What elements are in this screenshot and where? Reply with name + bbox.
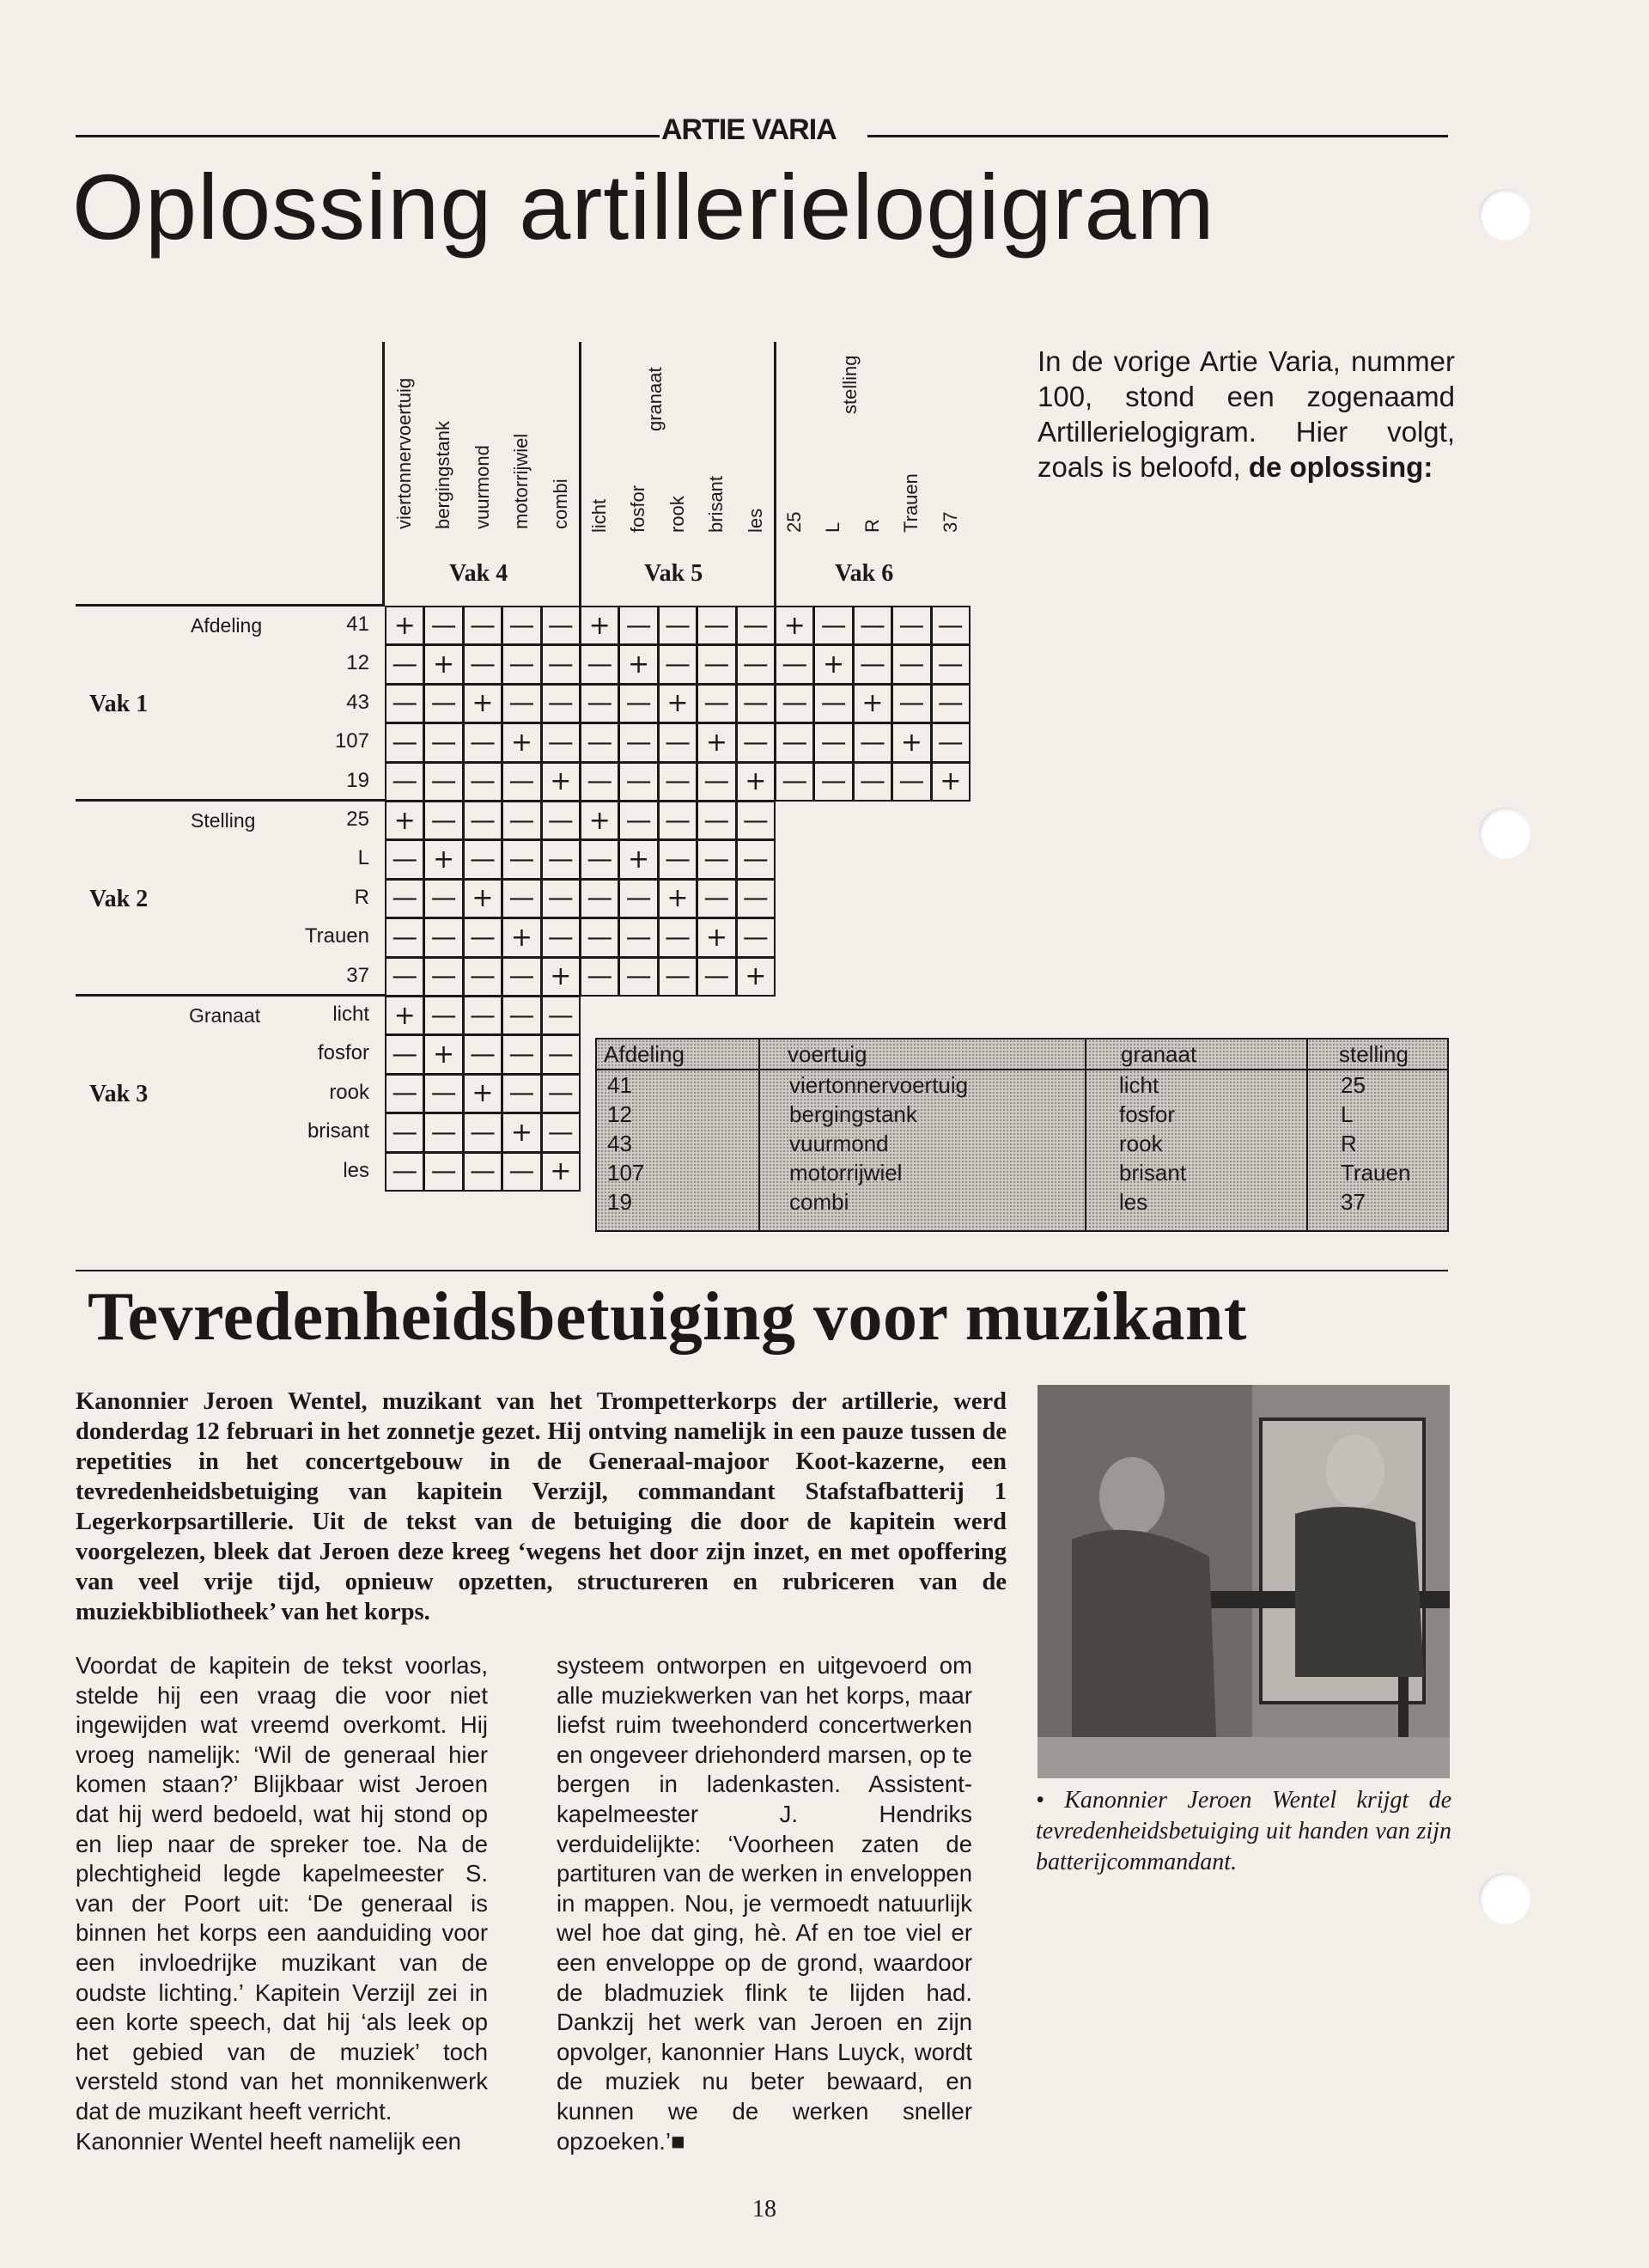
solution-cell: 19 bbox=[607, 1189, 632, 1215]
grid-cell-minus: — bbox=[463, 918, 502, 957]
row-label: L bbox=[357, 846, 369, 870]
vak-label: Vak 6 bbox=[835, 560, 894, 587]
grid-cell-minus: — bbox=[736, 722, 776, 762]
grid-cell-minus: — bbox=[423, 918, 463, 957]
grid-cell-minus: — bbox=[423, 801, 463, 840]
binder-hole-bottom bbox=[1479, 1873, 1530, 1924]
grid-cell-minus: — bbox=[618, 606, 658, 645]
solution-col-voertuig bbox=[760, 1040, 1086, 1230]
grid-cell-minus: — bbox=[541, 996, 581, 1035]
grid-cell-minus: — bbox=[463, 839, 502, 879]
solution-granaat-values bbox=[1086, 1070, 1306, 1216]
grid-cell-minus: — bbox=[580, 684, 619, 723]
row-label: fosfor bbox=[317, 1041, 369, 1065]
solution-voertuig-values bbox=[760, 1070, 1085, 1216]
article-photo bbox=[1037, 1385, 1450, 1778]
photo-caption: • Kanonnier Jeroen Wentel krijgt de tevredenheidsbetuiging uit handen van zijn batterijcommandant. bbox=[1036, 1787, 1451, 1875]
grid-cell-minus: — bbox=[813, 722, 853, 762]
grid-cell-minus: — bbox=[463, 1152, 502, 1192]
solution-cell: 43 bbox=[607, 1131, 632, 1156]
grid-cell-minus: — bbox=[813, 606, 853, 645]
grid-cell-minus: — bbox=[463, 762, 502, 802]
grid-cell-plus: + bbox=[775, 606, 814, 645]
solution-header-granaat: granaat bbox=[1086, 1040, 1306, 1070]
row-group-label: Afdeling bbox=[191, 614, 263, 637]
grid-cell-minus: — bbox=[385, 1034, 424, 1074]
grid-cell-minus: — bbox=[736, 644, 776, 684]
grid-cell-plus: + bbox=[385, 801, 424, 840]
grid-cell-minus: — bbox=[502, 684, 541, 723]
row-label: R bbox=[354, 885, 369, 909]
grid-cell-minus: — bbox=[658, 957, 697, 997]
grid-cell-plus: + bbox=[502, 918, 541, 957]
solution-cell: vuurmond bbox=[789, 1131, 889, 1156]
grid-cell-minus: — bbox=[423, 1113, 463, 1152]
grid-cell-plus: + bbox=[423, 839, 463, 879]
grid-cell-minus: — bbox=[697, 839, 736, 879]
grid-cell-minus: — bbox=[775, 644, 814, 684]
grid-cell-plus: + bbox=[618, 644, 658, 684]
grid-cell-minus: — bbox=[541, 801, 581, 840]
grid-cell-minus: — bbox=[580, 644, 619, 684]
grid-cell-plus: + bbox=[541, 762, 581, 802]
end-mark: ■ bbox=[671, 2127, 685, 2155]
grid-cell-minus: — bbox=[541, 879, 581, 918]
article2-column-1 bbox=[76, 1651, 488, 2156]
vak-label: Vak 2 bbox=[89, 885, 149, 912]
row-rule bbox=[76, 604, 385, 607]
vak-label: Vak 4 bbox=[449, 560, 508, 587]
article2-title: Tevredenheidsbetuiging voor muzikant bbox=[88, 1279, 1248, 1355]
grid-cell-minus: — bbox=[541, 606, 581, 645]
solution-cell: les bbox=[1119, 1189, 1148, 1215]
solution-cell: 107 bbox=[607, 1160, 645, 1186]
grid-cell-plus: + bbox=[891, 722, 931, 762]
solution-col-granaat bbox=[1086, 1040, 1308, 1230]
grid-cell-minus: — bbox=[541, 918, 581, 957]
column-label: 25 bbox=[783, 511, 805, 533]
column-label: les bbox=[744, 508, 766, 533]
grid-cell-minus: — bbox=[502, 606, 541, 645]
grid-cell-minus: — bbox=[736, 839, 776, 879]
grid-cell-minus: — bbox=[891, 606, 931, 645]
row-group-label: Granaat bbox=[189, 1004, 261, 1027]
row-label: 19 bbox=[346, 768, 369, 792]
grid-cell-minus: — bbox=[775, 722, 814, 762]
solution-cell: 41 bbox=[607, 1072, 632, 1098]
grid-cell-plus: + bbox=[502, 722, 541, 762]
grid-cell-minus: — bbox=[385, 762, 424, 802]
grid-cell-minus: — bbox=[931, 684, 971, 723]
grid-cell-minus: — bbox=[423, 879, 463, 918]
grid-cell-plus: + bbox=[853, 684, 892, 723]
grid-cell-plus: + bbox=[658, 684, 697, 723]
grid-cell-minus: — bbox=[658, 839, 697, 879]
row-label: rook bbox=[329, 1080, 369, 1104]
column-label: combi bbox=[549, 479, 571, 529]
grid-cell-minus: — bbox=[385, 684, 424, 723]
solution-header-voertuig: voertuig bbox=[760, 1040, 1085, 1070]
column-label: viertonnervoertuig bbox=[393, 377, 415, 529]
grid-cell-minus: — bbox=[385, 722, 424, 762]
grid-cell-plus: + bbox=[502, 1113, 541, 1152]
grid-cell-minus: — bbox=[618, 879, 658, 918]
article2-lead: Kanonnier Jeroen Wentel, muzikant van het Trompetterkorps der artillerie, werd donderdag 12 februari in het zonnetje gezet. Hij ontving namelijk in een pauze tussen de repetities in het concertgebouw in de Generaal-majoor Koot-kazerne, een tevredenheidsbetuiging van kapitein Verzijl, commandant Stafstafbatterij 1 Legerkorpsartillerie. Uit de tekst van de betuiging die door de kapitein werd voorgelezen, bleek dat Jeroen deze kreeg ‘wegens het door zijn inzet, en met opoffering van veel vrije tijd, opnieuw opzetten, structureren en rubriceren van de muziekbibliotheek’ van het korps. bbox=[76, 1388, 1007, 1625]
grid-cell-minus: — bbox=[580, 722, 619, 762]
grid-cell-minus: — bbox=[502, 839, 541, 879]
grid-cell-minus: — bbox=[502, 1074, 541, 1113]
section-label: ARTIE VARIA bbox=[661, 113, 837, 146]
grid-cell-minus: — bbox=[502, 762, 541, 802]
column-label: fosfor bbox=[627, 485, 649, 533]
row-rule bbox=[76, 994, 385, 997]
column-label: brisant bbox=[705, 475, 727, 533]
page-number: 18 bbox=[752, 2196, 776, 2222]
grid-cell-minus: — bbox=[541, 644, 581, 684]
grid-cell-minus: — bbox=[423, 1152, 463, 1192]
grid-cell-minus: — bbox=[736, 879, 776, 918]
grid-cell-minus: — bbox=[775, 762, 814, 802]
grid-cell-minus: — bbox=[697, 684, 736, 723]
binder-hole-middle bbox=[1479, 808, 1530, 859]
row-label: 37 bbox=[346, 963, 369, 987]
grid-cell-minus: — bbox=[385, 839, 424, 879]
grid-cell-plus: + bbox=[463, 879, 502, 918]
grid-cell-minus: — bbox=[813, 684, 853, 723]
grid-cell-plus: + bbox=[736, 762, 776, 802]
grid-cell-minus: — bbox=[853, 762, 892, 802]
grid-cell-minus: — bbox=[502, 879, 541, 918]
column-label: 37 bbox=[939, 511, 961, 533]
grid-cell-minus: — bbox=[463, 996, 502, 1035]
grid-cell-minus: — bbox=[658, 918, 697, 957]
grid-cell-minus: — bbox=[931, 722, 971, 762]
grid-cell-plus: + bbox=[541, 957, 581, 997]
solution-cell: 37 bbox=[1341, 1189, 1366, 1215]
grid-cell-minus: — bbox=[618, 684, 658, 723]
grid-cell-minus: — bbox=[775, 684, 814, 723]
grid-cell-minus: — bbox=[423, 996, 463, 1035]
grid-cell-plus: + bbox=[463, 684, 502, 723]
grid-cell-plus: + bbox=[813, 644, 853, 684]
grid-cell-minus: — bbox=[736, 606, 776, 645]
grid-cell-minus: — bbox=[853, 606, 892, 645]
grid-cell-minus: — bbox=[736, 801, 776, 840]
header-rule bbox=[774, 342, 776, 606]
vak-label: Vak 1 bbox=[89, 690, 149, 717]
solution-col-stelling bbox=[1308, 1040, 1447, 1230]
grid-cell-minus: — bbox=[502, 1152, 541, 1192]
grid-cell-minus: — bbox=[658, 801, 697, 840]
grid-cell-minus: — bbox=[891, 762, 931, 802]
grid-cell-minus: — bbox=[463, 801, 502, 840]
grid-cell-minus: — bbox=[463, 722, 502, 762]
grid-cell-plus: + bbox=[463, 1074, 502, 1113]
grid-cell-plus: + bbox=[697, 918, 736, 957]
grid-cell-minus: — bbox=[502, 644, 541, 684]
grid-cell-minus: — bbox=[891, 644, 931, 684]
grid-cell-minus: — bbox=[736, 918, 776, 957]
row-label: les bbox=[343, 1158, 369, 1182]
grid-cell-minus: — bbox=[423, 762, 463, 802]
grid-cell-minus: — bbox=[423, 684, 463, 723]
row-label: licht bbox=[332, 1003, 369, 1026]
solution-cell: bergingstank bbox=[789, 1101, 917, 1127]
row-group-label: Stelling bbox=[191, 809, 256, 832]
photo-illustration bbox=[1037, 1385, 1450, 1778]
grid-cell-minus: — bbox=[580, 839, 619, 879]
grid-cell-minus: — bbox=[502, 996, 541, 1035]
row-label: Trauen bbox=[304, 924, 369, 948]
header-rule-right bbox=[867, 135, 1448, 137]
grid-cell-minus: — bbox=[618, 722, 658, 762]
vak-label: Vak 3 bbox=[89, 1080, 149, 1107]
grid-cell-minus: — bbox=[658, 644, 697, 684]
solution-col-afdeling bbox=[597, 1040, 760, 1230]
grid-cell-minus: — bbox=[813, 762, 853, 802]
grid-cell-minus: — bbox=[853, 722, 892, 762]
grid-cell-minus: — bbox=[697, 957, 736, 997]
row-label: 41 bbox=[346, 613, 369, 636]
solution-table bbox=[595, 1038, 1449, 1232]
intro-bold: de oplossing: bbox=[1248, 451, 1433, 483]
grid-cell-minus: — bbox=[618, 957, 658, 997]
header-rule-left bbox=[76, 135, 660, 137]
grid-cell-plus: + bbox=[580, 801, 619, 840]
solution-cell: motorrijwiel bbox=[789, 1160, 903, 1186]
grid-cell-minus: — bbox=[463, 1113, 502, 1152]
grid-cell-plus: + bbox=[697, 722, 736, 762]
row-label: brisant bbox=[307, 1119, 369, 1143]
column-label: rook bbox=[666, 496, 688, 533]
grid-cell-minus: — bbox=[697, 606, 736, 645]
solution-cell: licht bbox=[1119, 1072, 1159, 1098]
grid-cell-plus: + bbox=[931, 762, 971, 802]
grid-cell-minus: — bbox=[463, 606, 502, 645]
column-group-label: granaat bbox=[643, 367, 666, 431]
grid-cell-minus: — bbox=[541, 839, 581, 879]
grid-cell-minus: — bbox=[463, 644, 502, 684]
grid-cell-plus: + bbox=[580, 606, 619, 645]
column-group-label: stelling bbox=[838, 355, 861, 414]
grid-cell-minus: — bbox=[697, 879, 736, 918]
solution-header-stelling: stelling bbox=[1308, 1040, 1447, 1070]
grid-cell-minus: — bbox=[580, 879, 619, 918]
grid-cell-minus: — bbox=[541, 684, 581, 723]
grid-cell-plus: + bbox=[385, 996, 424, 1035]
row-label: 25 bbox=[346, 808, 369, 831]
grid-cell-minus: — bbox=[697, 801, 736, 840]
column-label: vuurmond bbox=[471, 445, 493, 529]
column-1-last-line: Kanonnier Wentel heeft namelijk een bbox=[76, 2127, 461, 2155]
grid-cell-plus: + bbox=[658, 879, 697, 918]
header-rule bbox=[382, 342, 385, 606]
grid-cell-minus: — bbox=[541, 1074, 581, 1113]
grid-cell-minus: — bbox=[541, 1034, 581, 1074]
grid-cell-minus: — bbox=[618, 762, 658, 802]
grid-cell-minus: — bbox=[891, 684, 931, 723]
grid-cell-plus: + bbox=[736, 957, 776, 997]
grid-cell-minus: — bbox=[580, 957, 619, 997]
grid-cell-minus: — bbox=[658, 606, 697, 645]
grid-cell-plus: + bbox=[423, 644, 463, 684]
header-rule bbox=[579, 342, 581, 606]
grid-cell-minus: — bbox=[502, 801, 541, 840]
grid-cell-minus: — bbox=[541, 722, 581, 762]
solution-cell: R bbox=[1341, 1131, 1357, 1156]
vak-label: Vak 5 bbox=[644, 560, 703, 587]
solution-afdeling-values bbox=[597, 1070, 758, 1216]
grid-cell-plus: + bbox=[618, 839, 658, 879]
row-label: 43 bbox=[346, 690, 369, 714]
grid-cell-plus: + bbox=[541, 1152, 581, 1192]
solution-cell: L bbox=[1341, 1101, 1354, 1127]
grid-cell-minus: — bbox=[385, 957, 424, 997]
column-label: R bbox=[861, 519, 883, 533]
solution-cell: 12 bbox=[607, 1101, 632, 1127]
solution-cell: combi bbox=[789, 1189, 849, 1215]
grid-cell-minus: — bbox=[385, 1074, 424, 1113]
binder-hole-top bbox=[1479, 189, 1530, 241]
column-2-text: systeem ontworpen en uitgevoerd om alle muziekwerken van het korps, maar liefst ruim tweehonderd concertwerken en ongeveer driehonderd marsen, op te bergen in ladenkasten. Assistent-kapelmeester J. Hendriks verduidelijkte: ‘Voorheen zaten de partituren van de werken in enveloppen in mappen. Nou, je vermoedt natuurlijk wel hoe dat ging, hè. Af en toe viel er een enveloppe op de grond, waardoor de bladmuziek flink te lijden had. Dankzij het werk van Jeroen en zijn opvolger, kanonnier Hans Luyck, wordt de muziek nu beter bewaard, en kunnen we de werken sneller opzoeken.’ bbox=[557, 1652, 972, 2155]
solution-header-afdeling: Afdeling bbox=[597, 1040, 758, 1070]
column-label: bergingstank bbox=[432, 421, 454, 529]
grid-cell-minus: — bbox=[502, 1034, 541, 1074]
column-1-text: Voordat de kapitein de tekst voorlas, stelde hij een vraag die voor niet ingewijden wat vreemd overkomt. Hij vroeg namelijk: ‘Wil de generaal hier komen staan?’ Blijkbaar wist Jeroen dat hij werd bedoeld, wat hij stond op en liep naar de spreker toe. Na de plechtigheid legde kapelmeester S. van der Poort uit: ‘De generaal is binnen het korps een aanduiding voor een invloedrijke muzikant van de oudste lichting.’ Kapitein Verzijl zei in een korte speech, dat hij ‘als leek op het gebied van de muziek’ toch versteld stond van het monnikenwerk dat de muzikant heeft verricht. bbox=[76, 1652, 488, 2125]
grid-cell-minus: — bbox=[385, 1152, 424, 1192]
grid-cell-minus: — bbox=[423, 606, 463, 645]
grid-cell-minus: — bbox=[463, 1034, 502, 1074]
grid-cell-minus: — bbox=[423, 957, 463, 997]
solution-cell: Trauen bbox=[1341, 1160, 1411, 1186]
grid-cell-minus: — bbox=[658, 722, 697, 762]
intro-text bbox=[1037, 344, 1455, 485]
grid-cell-minus: — bbox=[931, 644, 971, 684]
grid-cell-minus: — bbox=[697, 644, 736, 684]
solution-cell: viertonnervoertuig bbox=[789, 1072, 969, 1098]
grid-cell-minus: — bbox=[385, 1113, 424, 1152]
grid-cell-minus: — bbox=[385, 644, 424, 684]
grid-cell-minus: — bbox=[423, 722, 463, 762]
grid-cell-minus: — bbox=[931, 606, 971, 645]
grid-cell-minus: — bbox=[502, 957, 541, 997]
grid-cell-minus: — bbox=[658, 762, 697, 802]
grid-cell-minus: — bbox=[618, 918, 658, 957]
solution-cell: fosfor bbox=[1119, 1101, 1176, 1127]
solution-cell: 25 bbox=[1341, 1072, 1366, 1098]
grid-cell-minus: — bbox=[697, 762, 736, 802]
row-label: 107 bbox=[334, 729, 369, 753]
article2-column-2 bbox=[557, 1651, 972, 2156]
grid-cell-minus: — bbox=[580, 918, 619, 957]
article-title: Oplossing artillerielogigram bbox=[72, 155, 1215, 259]
solution-stelling-values bbox=[1308, 1070, 1447, 1216]
column-label: L bbox=[822, 521, 844, 533]
column-label: licht bbox=[588, 498, 610, 533]
row-label: 12 bbox=[346, 651, 369, 675]
row-rule bbox=[76, 799, 385, 802]
solution-cell: rook bbox=[1119, 1131, 1163, 1156]
grid-cell-minus: — bbox=[385, 879, 424, 918]
grid-cell-minus: — bbox=[618, 801, 658, 840]
column-label: motorrijwiel bbox=[510, 433, 532, 529]
solution-cell: brisant bbox=[1119, 1160, 1187, 1186]
grid-cell-minus: — bbox=[463, 957, 502, 997]
grid-cell-plus: + bbox=[385, 606, 424, 645]
grid-cell-minus: — bbox=[541, 1113, 581, 1152]
grid-cell-minus: — bbox=[580, 762, 619, 802]
grid-cell-minus: — bbox=[423, 1074, 463, 1113]
article-divider bbox=[76, 1270, 1448, 1271]
intro-plain: In de vorige Artie Varia, nummer 100, stond een zogenaamd Artillerielogigram. Hier volgt, zoals is beloofd, bbox=[1037, 345, 1455, 483]
grid-cell-minus: — bbox=[385, 918, 424, 957]
grid-cell-plus: + bbox=[423, 1034, 463, 1074]
grid-cell-minus: — bbox=[736, 684, 776, 723]
grid-cell-minus: — bbox=[853, 644, 892, 684]
column-label: Trauen bbox=[900, 473, 922, 533]
